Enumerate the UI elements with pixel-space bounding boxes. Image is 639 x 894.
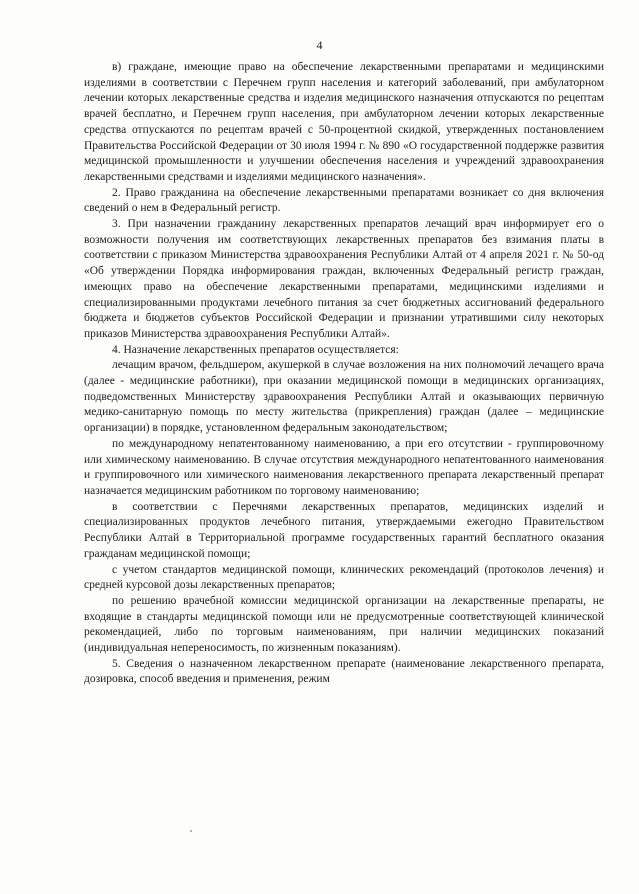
scan-speck (190, 830, 192, 832)
paragraph-clause-4: 4. Назначение лекарственных препаратов осуществляется: (112, 343, 399, 356)
paragraph-clause-2: 2. Право гражданина на обеспечение лекарственными препаратами возникает со дня включения сведений о нем в Федеральный регистр. (84, 186, 604, 215)
paragraph-standards: с учетом стандартов медицинской помощи, клинических рекомендаций (протоколов лечения) и средней курсовой дозы лекарственных препаратов; (84, 563, 604, 592)
page-number: 4 (316, 38, 323, 52)
paragraph-commission: по решению врачебной комиссии медицинской организации на лекарственные препараты, не входящие в стандарты медицинской помощи или не предусмотренные соответствующей клинической рекомендацией, либо по торговым наименованиям, при наличии медицинских показаний (индивидуальная непереносимость, по жизненным показаниям). (84, 594, 604, 655)
paragraph-clause-5: 5. Сведения о назначенном лекарственном препарате (наименование лекарственного препарата, дозировка, способ введения и применения, режим (84, 657, 604, 686)
paragraph-item-v: в) граждане, имеющие право на обеспечение лекарственными препаратами и медицинскими изделиями в соответствии с Перечнем групп населения и категорий заболеваний, при амбулаторном лечении которых лекарственные средства и изделия медицинского назначения отпускаются по рецептам врачей бесплатно, и Перечнем групп населения, при амбулаторном лечении которых лекарственные средства отпускаются по рецептам врачей с 50-процентной скидкой, утвержденных постановлением Правительства Российской Федерации от 30 июля 1994 г. № 890 «О государственной поддержке развития медицинской промышленности и улучшении обеспечения населения и учреждений здравоохранения лекарственными средствами и изделиями медицинского назначения». (84, 61, 604, 183)
paragraph-lists: в соответствии с Перечнями лекарственных препаратов, медицинских изделий и специализированных продуктов лечебного питания, утверждаемыми ежегодно Правительством Республики Алтай в Территориальной программе государственных гарантий бесплатного оказания гражданам медицинской помощи; (84, 500, 604, 560)
document-body (84, 60, 604, 688)
paragraph-inn-naming: по международному непатентованному наименованию, а при его отсутствии - группировочному или химическому наименованию. В случае отсутствия международного непатентованного наименования и группировочного или химического наименования лекарственного препарата лекарственный препарат назначается медицинским работником по торговому наименованию; (84, 437, 604, 497)
paragraph-prescribers: лечащим врачом, фельдшером, акушеркой в случае возложения на них полномочий лечащего врача (далее - медицинские работники), при оказании медицинской помощи в медицинских организациях, подведомственных Министерству здравоохранения Республики Алтай и оказывающих первичную медико-санитарную помощь по месту жительства (прикрепления) граждан (далее – медицинские организации) в порядке, установленном федеральным законодательством; (84, 359, 604, 435)
paragraph-clause-3: 3. При назначении гражданину лекарственных препаратов лечащий врач информирует его о возможности получения им соответствующих лекарственных препаратов без взимания платы в соответствии с приказом Министерства здравоохранения Республики Алтай от 4 апреля 2021 г. № 50-од «Об утверждении Порядка информирования граждан, включенных Федеральный регистр граждан, имеющих право на обеспечение лекарственными препаратами, медицинскими изделиями и специализированными продуктами лечебного питания за счет бюджетных ассигнований федерального бюджета и бюджетов субъектов Российской Федерации и признании утратившими силу некоторых приказов Министерства здравоохранения Республики Алтай». (84, 218, 604, 340)
